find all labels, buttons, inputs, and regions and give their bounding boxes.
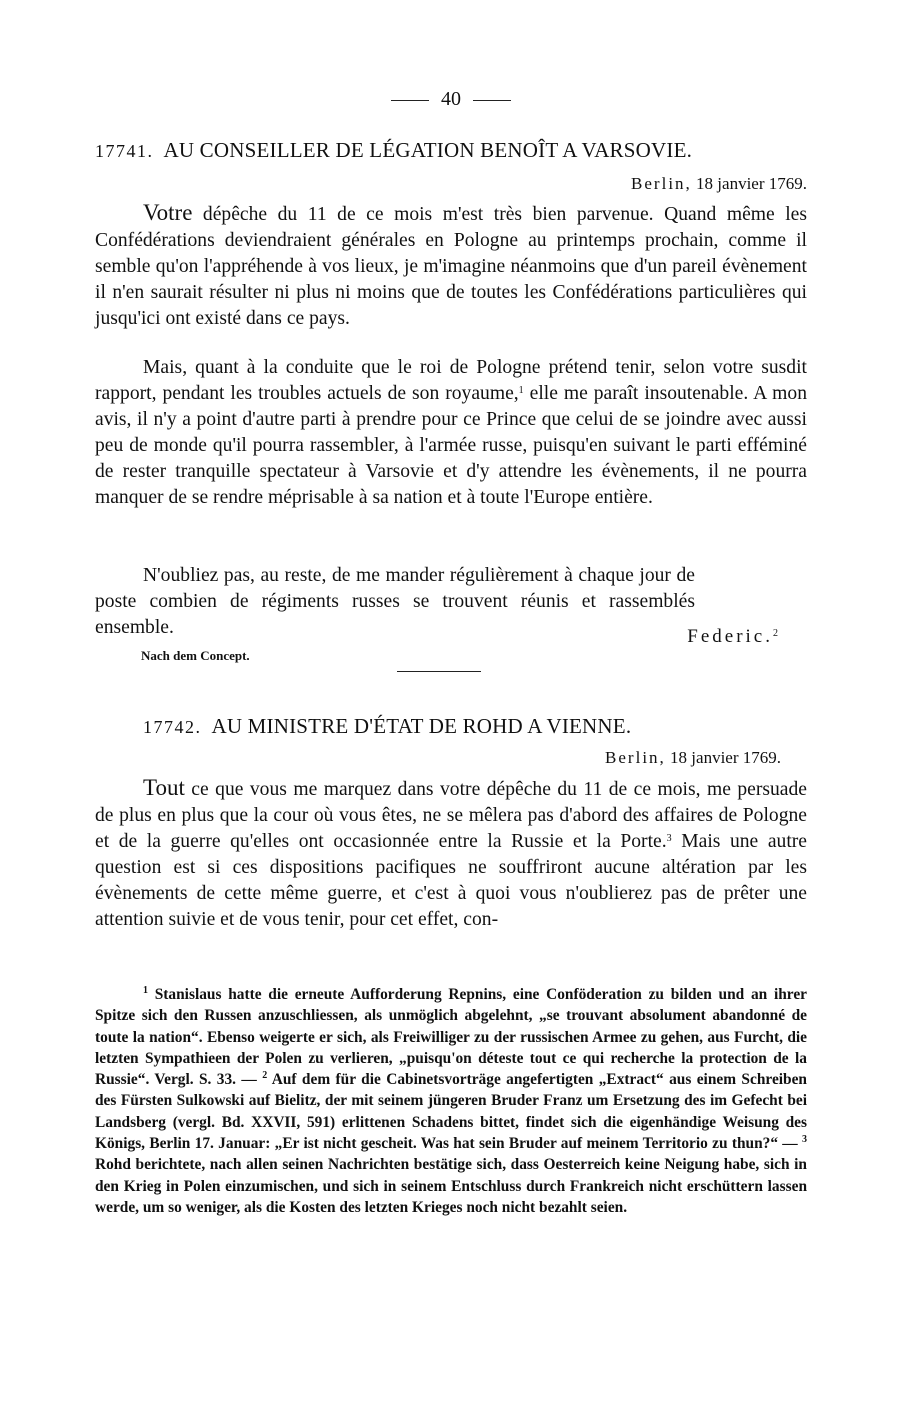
letter-title: AU MINISTRE D'ÉTAT DE ROHD A VIENNE.	[211, 714, 632, 738]
first-word: Votre	[143, 200, 193, 225]
footnote-text: Stanislaus hatte die erneute Aufforderung Repnins, eine Conföderation zu bilden und an ihrer Spitze sich den Russen anzuschliessen, als unmöglich abgelehnt, „se trouvant absolument abandonné de toute la nation“. Ebenso weigerte er sich, als Freiwilliger zu der russischen Armee zu gehen, aus Furcht, die letzten Sympathieen der Polen zu verlieren, „puisqu'on déteste tout ce qui recherche la protection de la Russie“. Vergl. S. 33. —	[95, 986, 807, 1089]
paragraph-text: Mais, quant à la conduite que le roi de Pologne prétend tenir, selon votre susdit rapport, pendant les troubles actuels de son royaume,	[95, 357, 807, 404]
source-note: Nach dem Concept.	[141, 648, 250, 663]
page-number: 40	[441, 88, 461, 110]
letter-paragraph	[95, 200, 807, 332]
letter-title: AU CONSEILLER DE LÉGATION BENOÎT A VARSOVIE.	[163, 138, 693, 162]
paragraph-text: N'oubliez pas, au reste, de me mander régulièrement à chaque jour de poste combien de régiments russes se trouvent réunis et rassemblés ensemble.	[95, 565, 695, 638]
dateline-place: Berlin,	[605, 748, 666, 767]
header-rule-right	[473, 100, 511, 101]
footnote-number: 2	[262, 1070, 268, 1082]
letter-dateline	[631, 174, 807, 194]
letter-dateline	[605, 748, 781, 768]
dateline-date: 18 janvier 1769.	[670, 748, 781, 767]
footnote-marker: 1	[518, 384, 524, 396]
letter-separator	[397, 671, 481, 672]
letter-paragraph	[95, 775, 807, 932]
letter-number: 17741.	[95, 141, 154, 161]
footnote-marker: 2	[773, 628, 781, 639]
header-rule-left	[391, 100, 429, 101]
letter-paragraph	[95, 563, 695, 641]
paragraph-text: Mais une autre question est si ces dispositions pacifiques ne souffriront aucune altération par les évènements de cette même guerre, et c'est à quoi vous n'oublierez pas de prêter une attention suivie et de vous tenir, pour cet effet, con-	[95, 830, 807, 930]
letter-paragraph	[95, 355, 807, 510]
paragraph-text: elle me paraît insoutenable. A mon avis, il n'y a point d'autre parti à prendre pour ce Prince que celui de se joindre avec aussi peu de monde qu'il pourra rassembler, à l'armée russe, puisqu'en suivant le parti efféminé de rester tranquille spectateur à Varsovie et d'y attendre les évènements, il ne pourra manquer de se rendre méprisable à sa nation et à toute l'Europe entière.	[95, 382, 807, 508]
dateline-date: 18 janvier 1769.	[696, 174, 807, 193]
footnote-text: Auf dem für die Cabinetsvorträge angefertigten „Extract“ aus einem Schreiben des Fürsten Sulkowski auf Bielitz, der mit seinem jüngeren Bruder Franz um Ersetzung des im Gefecht bei Landsberg (vergl. Bd. XXVII, 591) erlittenen Schadens bittet, findet sich die eigenhändige Weisung des Königs, Berlin 17. Januar: „Er ist nicht gescheit. Was hat sein Bruder auf meinem Territorio zu thun?“ —	[95, 1071, 807, 1153]
paragraph-text: ce que vous me marquez dans votre dépêche du 11 de ce mois, me persuade de plus en plus que la cour où vous êtes, ne se mêlera pas d'abord des affaires de Pologne et de la guerre qu'elles ont occasionnée entre la Russie et la Porte.	[95, 779, 807, 852]
signature	[687, 626, 781, 648]
first-word: Tout	[143, 775, 185, 800]
signature-name: Federic.	[687, 626, 773, 647]
footnotes	[95, 984, 807, 1218]
page-header	[95, 88, 807, 111]
dateline-place: Berlin,	[631, 174, 692, 193]
letter-number: 17742.	[143, 717, 202, 737]
footnote-text: Rohd berichtete, nach allen seinen Nachrichten bestätige sich, dass Oesterreich keine Neigung habe, sich in den Krieg in Polen einzumischen, und sich in seinem Entschluss durch Frankreich nicht erschüttern lassen werde, um so weniger, als die Kosten des letzten Krieges noch nicht bezahlt seien.	[95, 1156, 807, 1216]
footnote-number: 3	[802, 1134, 807, 1146]
letter-heading	[143, 714, 855, 739]
letter-heading	[95, 138, 807, 163]
paragraph-text: dépêche du 11 de ce mois m'est très bien parvenue. Quand même les Confédérations deviendraient générales en Pologne au printemps prochain, comme il semble qu'on l'appréhende à vos lieux, je m'imagine néanmoins que d'un pareil évènement il n'en saurait résulter ni plus ni moins que de toutes les Confédérations particulières qui jusqu'ici ont existé dans ce pays.	[95, 204, 807, 329]
footnote-marker: 3	[666, 832, 672, 844]
footnote-number: 1	[143, 985, 148, 996]
